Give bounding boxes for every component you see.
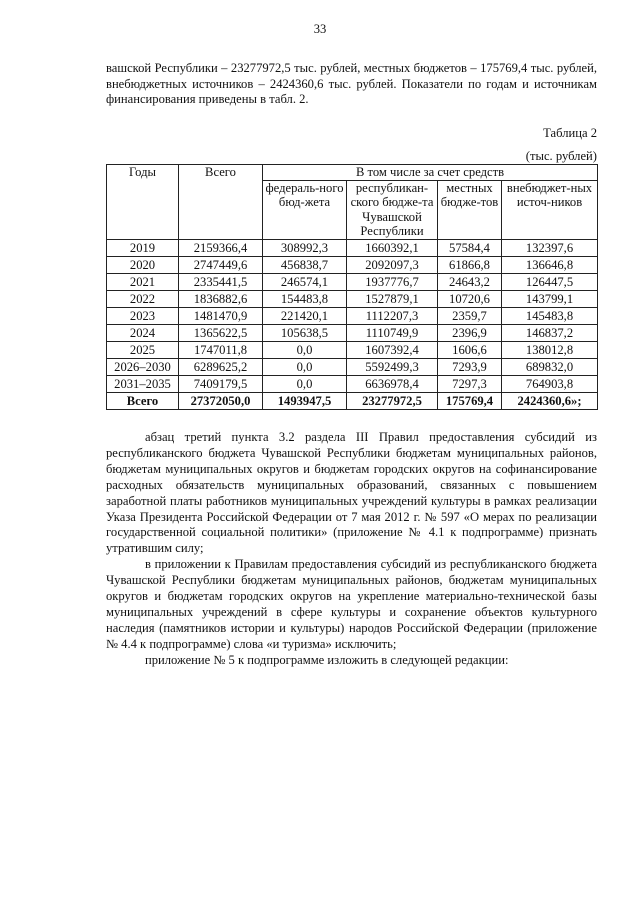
cell-federal: 154483,8 [263,290,347,307]
cell-total: 2747449,6 [179,256,263,273]
cell-local: 175769,4 [438,392,502,409]
header-extra: внебюджет-ных источ-ников [502,181,598,240]
cell-year: 2022 [107,290,179,307]
header-group-sources: В том числе за счет средств [263,165,598,181]
intro-paragraph: вашской Республики – 23277972,5 тыс. рублей, местных бюджетов – 175769,4 тыс. рублей, внебюджетных источников – 2424360,6 тыс. рублей. Показатели по годам и источникам финансирования приведены в табл. 2. [106,61,597,107]
cell-year: 2021 [107,273,179,290]
cell-year: 2024 [107,324,179,341]
cell-federal: 0,0 [263,375,347,392]
cell-federal: 246574,1 [263,273,347,290]
cell-year: 2025 [107,341,179,358]
table-row [107,358,598,375]
cell-republic: 6636978,4 [347,375,438,392]
cell-republic: 1607392,4 [347,341,438,358]
cell-extra: 764903,8 [502,375,598,392]
table-row [107,256,598,273]
cell-total: 6289625,2 [179,358,263,375]
cell-total: 1747011,8 [179,341,263,358]
cell-republic: 1527879,1 [347,290,438,307]
page-number: 33 [313,22,327,36]
cell-local: 57584,4 [438,239,502,256]
table-row [107,375,598,392]
table-row [107,341,598,358]
cell-local: 10720,6 [438,290,502,307]
cell-republic: 2092097,3 [347,256,438,273]
table-row [107,307,598,324]
cell-republic: 1937776,7 [347,273,438,290]
cell-extra: 2424360,6»; [502,392,598,409]
cell-year: 2020 [107,256,179,273]
cell-total: 27372050,0 [179,392,263,409]
cell-federal: 0,0 [263,358,347,375]
cell-extra: 145483,8 [502,307,598,324]
cell-federal: 308992,3 [263,239,347,256]
cell-local: 7293,9 [438,358,502,375]
cell-year: 2023 [107,307,179,324]
cell-republic: 5592499,3 [347,358,438,375]
table-body [107,239,598,409]
header-years: Годы [107,165,179,240]
table-total-row [107,392,598,409]
cell-local: 2359,7 [438,307,502,324]
body-paragraph: в приложении к Правилам предоставления субсидий из республиканского бюджета Чувашской Республики бюджетам муниципальных районов, бюджетам муниципальных округов и бюджетам городских округов на укрепление материально-технической базы муниципальных учреждений в сфере культуры и сохранение объектов культурного наследия (памятников истории и культуры) народов Российской Федерации (приложение № 4.4 к подпрограмме) слова «и туризма» исключить; [106,557,597,651]
table-row [107,239,598,256]
cell-federal: 105638,5 [263,324,347,341]
header-federal: федераль-ного бюд-жета [263,181,347,240]
body-paragraph: абзац третий пункта 3.2 раздела III Правил предоставления субсидий из республиканского бюджета Чувашской Республики бюджетам муниципальных районов, бюджетам муниципальных округов и бюджетам городских округов на софинансирование расходных обязательств муниципальных образований, связанных с повышением заработной платы работников муниципальных учреждений культуры в рамках реализации Указа Президента Российской Федерации от 7 мая 2012 г. № 597 «О мерах по реализации государственной социальной политики» (приложение № 4.1 к подпрограмме) признать утратившим силу; [106,430,597,556]
cell-extra: 146837,2 [502,324,598,341]
cell-federal: 0,0 [263,341,347,358]
financing-table [106,164,598,410]
header-republic: республикан-ского бюдже-та Чувашской Республики [347,181,438,240]
table-row [107,273,598,290]
cell-extra: 143799,1 [502,290,598,307]
cell-local: 2396,9 [438,324,502,341]
cell-republic: 1110749,9 [347,324,438,341]
table-row [107,290,598,307]
body-paragraph: приложение № 5 к подпрограмме изложить в следующей редакции: [145,652,509,667]
cell-federal: 1493947,5 [263,392,347,409]
cell-total: 2335441,5 [179,273,263,290]
cell-extra: 126447,5 [502,273,598,290]
cell-year: 2026–2030 [107,358,179,375]
cell-total: 7409179,5 [179,375,263,392]
table-units: (тыс. рублей) [525,149,597,163]
cell-extra: 138012,8 [502,341,598,358]
body-text [106,430,597,669]
header-total: Всего [179,165,263,240]
cell-total: 1365622,5 [179,324,263,341]
header-local: местных бюдже-тов [438,181,502,240]
cell-year: 2031–2035 [107,375,179,392]
cell-local: 1606,6 [438,341,502,358]
cell-extra: 132397,6 [502,239,598,256]
cell-republic: 1112207,3 [347,307,438,324]
cell-republic: 1660392,1 [347,239,438,256]
cell-extra: 136646,8 [502,256,598,273]
cell-total: 1836882,6 [179,290,263,307]
table-caption: Таблица 2 [543,126,597,140]
cell-local: 7297,3 [438,375,502,392]
cell-total: 2159366,4 [179,239,263,256]
cell-federal: 456838,7 [263,256,347,273]
cell-total: 1481470,9 [179,307,263,324]
table-row [107,324,598,341]
cell-republic: 23277972,5 [347,392,438,409]
cell-year: Всего [107,392,179,409]
cell-local: 24643,2 [438,273,502,290]
cell-extra: 689832,0 [502,358,598,375]
cell-local: 61866,8 [438,256,502,273]
cell-federal: 221420,1 [263,307,347,324]
cell-year: 2019 [107,239,179,256]
